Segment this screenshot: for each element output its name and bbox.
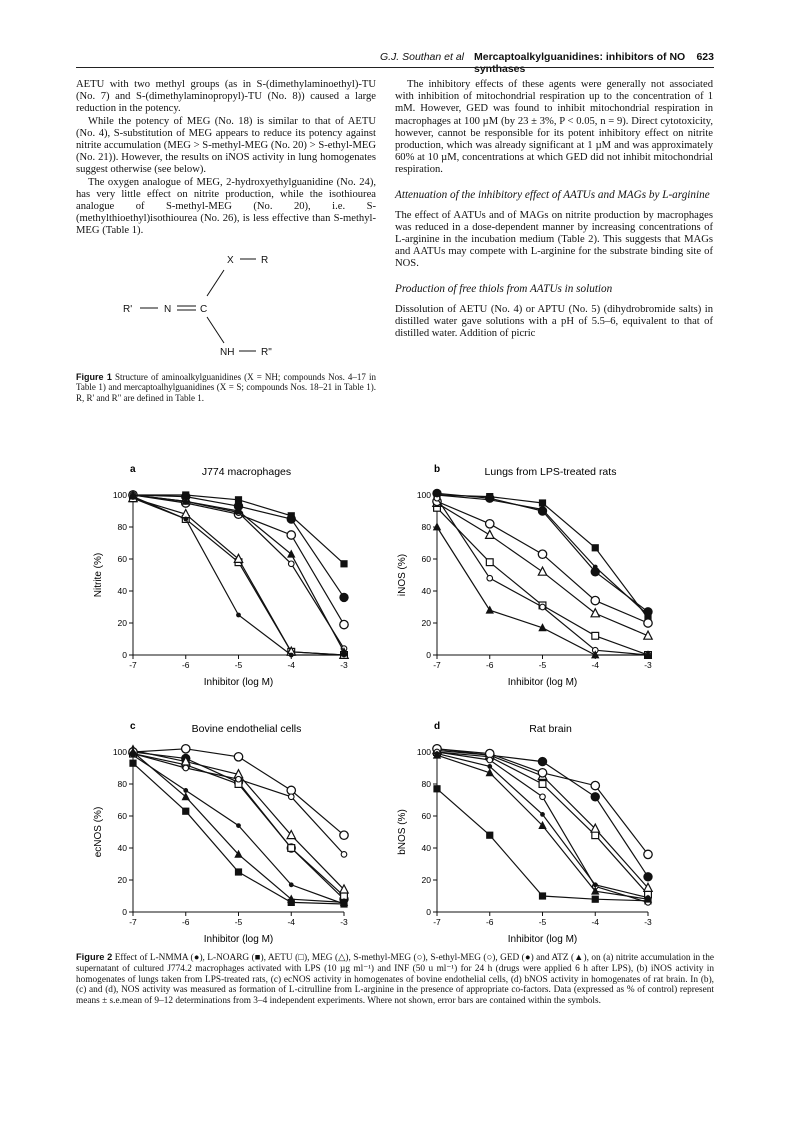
series-line-l-noarg (437, 789, 648, 901)
data-point-ged (646, 613, 651, 618)
figure-2-caption (76, 952, 714, 1007)
data-point-ged (540, 812, 545, 817)
data-point-ged (593, 565, 598, 570)
x-axis-label: Inhibitor (log M) (507, 934, 578, 945)
data-point-s-methyl-meg (538, 769, 546, 777)
data-point-ged (183, 517, 188, 522)
chart-title: J774 macrophages (201, 466, 292, 478)
section-heading-thiols: Production of free thiols from AATUs in solution (395, 282, 613, 295)
bond-c-nh (207, 317, 224, 343)
x-tick-label: -7 (433, 917, 441, 927)
data-point-ged (289, 653, 294, 658)
left-paragraph-1: AETU with two methyl groups (as in S-(dimethylaminoethyl)-TU (No. 7) and S-(dimethylaminopropyl)-TU (No. 8)) caused a large reduction in the potency. (76, 79, 376, 115)
section-heading-attenuation: Attenuation of the inhibitory effect of AATUs and MAGs by L-arginine (395, 188, 710, 201)
chart-title: Lungs from LPS-treated rats (484, 466, 617, 478)
figure-1-label: Figure 1 (76, 371, 112, 382)
series-aetu (130, 495, 348, 659)
series-meg (433, 746, 652, 892)
data-point-s-ethyl-meg (487, 575, 493, 581)
y-tick-label: 40 (117, 586, 127, 597)
data-point-s-methyl-meg (287, 786, 295, 794)
series-s-ethyl-meg (434, 495, 651, 657)
y-tick-label: 80 (421, 779, 431, 790)
structure-nh-label: NH (220, 346, 235, 358)
data-point-l-noarg (592, 896, 599, 903)
data-point-ged (540, 507, 545, 512)
right-paragraph-2: The effect of AATUs and of MAGs on nitrite production by macrophages was reduced in a dose-dependent manner by increasing concentrations of L-arginine in the incubation medium (Table 2). This suggests that MAGs and AATUs may compete with L-arginine for the substrate binding site of NOS. (395, 209, 713, 270)
structure-x-label: X (227, 254, 234, 266)
data-point-l-noarg (592, 544, 599, 551)
data-point-l-noarg (486, 832, 493, 839)
panel-letter: a (130, 464, 136, 475)
data-point-l-noarg (235, 868, 242, 875)
data-point-s-methyl-meg (287, 531, 295, 539)
data-point-s-ethyl-meg (288, 561, 294, 567)
right-column (395, 79, 713, 340)
data-point-l-nmma (538, 757, 546, 765)
y-tick-label: 100 (112, 747, 127, 758)
data-point-aetu (486, 559, 493, 566)
data-point-s-ethyl-meg (341, 852, 347, 858)
panel-letter: c (130, 721, 136, 732)
x-tick-label: -5 (538, 660, 547, 670)
y-tick-label: 80 (421, 522, 431, 533)
running-header (76, 51, 714, 75)
structure-c-label: C (200, 303, 208, 315)
left-paragraph-3: The oxygen analogue of MEG, 2-hydroxyethylguanidine (No. 24), has very little effect on nitrite production, while the isothiourea analogue of S-methyl-MEG (No. 20), i.e. S-(methylthioethyl)isothiourea (No. 26), is less effective than S-methyl-MEG (Table 1). (76, 176, 376, 237)
data-point-aetu (592, 832, 599, 839)
data-point-ged (487, 764, 492, 769)
left-paragraph-2: While the potency of MEG (No. 18) is similar to that of AETU (No. 4), S-substitution of MEG appears to reduce its potency against nitrite accumulation (MEG > S-methyl-MEG (No. 20) > S-ethyl-MEG (No. 21)). However, the results on iNOS activity in lung homogenates suggest otherwise (see below). (76, 115, 376, 176)
series-aetu (434, 504, 652, 658)
data-point-l-noarg (340, 560, 347, 567)
y-tick-label: 100 (416, 490, 431, 501)
x-tick-label: -6 (485, 660, 494, 670)
x-axis-label: Inhibitor (log M) (507, 677, 578, 688)
data-point-meg (538, 567, 546, 575)
y-tick-label: 80 (117, 779, 127, 790)
y-tick-label: 40 (421, 843, 431, 854)
y-axis-label: Nitrite (%) (93, 552, 104, 598)
data-point-s-methyl-meg (538, 550, 546, 558)
x-tick-label: -4 (287, 660, 296, 670)
y-axis-label: iNOS (%) (397, 553, 408, 597)
series-s-ethyl-meg (130, 751, 347, 857)
x-tick-label: -3 (644, 917, 652, 927)
data-point-s-ethyl-meg (540, 794, 546, 800)
data-point-s-methyl-meg (234, 753, 242, 761)
data-point-ged (236, 613, 241, 618)
x-tick-label: -7 (433, 660, 441, 670)
x-tick-label: -3 (340, 917, 348, 927)
series-line-ged (133, 497, 344, 655)
x-tick-label: -6 (181, 660, 190, 670)
data-point-l-noarg (288, 512, 295, 519)
data-point-atz (182, 792, 190, 800)
data-point-ged (236, 823, 241, 828)
structure-rdprime-label: R" (261, 346, 272, 358)
chart-title: Bovine endothelial cells (191, 723, 302, 735)
chart-panel-b (380, 458, 680, 690)
data-point-s-ethyl-meg (540, 604, 546, 610)
figure-1-text: Structure of aminoalkylguanidines (X = NH; compounds Nos. 4–17 in Table 1) and mercaptoalhylguanidines (X = S; compounds Nos. 18–21 in Table 1). R, R' and R" are defined in Table 1. (76, 371, 376, 403)
figure-1-caption (76, 372, 376, 404)
right-paragraph-3: Dissolution of AETU (No. 4) or APTU (No. 5) (dihydrobromide salts) in distilled water gave solutions with a pH of 5.5–6, equivalent to that of distilled water. Addition of picric (395, 303, 713, 340)
data-point-atz (433, 522, 441, 530)
data-point-meg (591, 609, 599, 617)
structure-r-label: R (261, 254, 269, 266)
header-rule (76, 67, 714, 68)
y-tick-label: 20 (117, 875, 127, 886)
y-tick-label: 100 (416, 747, 431, 758)
data-point-aetu (288, 845, 295, 852)
left-column (76, 79, 376, 403)
panel-letter: b (434, 464, 441, 475)
data-point-s-methyl-meg (486, 520, 494, 528)
x-tick-label: -4 (591, 660, 600, 670)
chart-title: Rat brain (529, 723, 572, 735)
x-tick-label: -7 (129, 660, 137, 670)
bond-c-x (207, 270, 224, 296)
y-tick-label: 60 (421, 554, 431, 565)
data-point-aetu (539, 781, 546, 788)
x-tick-label: -4 (287, 917, 296, 927)
y-tick-label: 40 (117, 843, 127, 854)
series-line-meg (133, 498, 344, 655)
data-point-s-ethyl-meg (183, 765, 189, 771)
structure-diagram (76, 246, 376, 366)
data-point-ged (183, 788, 188, 793)
data-point-l-nmma (644, 873, 652, 881)
data-point-ged (435, 493, 440, 498)
data-point-s-ethyl-meg (288, 794, 294, 800)
data-point-s-methyl-meg (486, 749, 494, 757)
x-tick-label: -6 (181, 917, 190, 927)
y-tick-label: 60 (117, 811, 127, 822)
y-tick-label: 40 (421, 586, 431, 597)
y-tick-label: 20 (421, 618, 431, 629)
data-point-l-noarg (433, 785, 440, 792)
header-running-title: Mercaptoalkylguanidines: inhibitors of NO synthases (474, 51, 686, 75)
chart-panel-c (76, 715, 376, 947)
x-tick-label: -6 (485, 917, 494, 927)
series-line-aetu (133, 498, 344, 655)
header-authors: G.J. Southan et al (379, 51, 464, 63)
y-tick-label: 0 (122, 650, 127, 661)
y-tick-label: 60 (117, 554, 127, 565)
data-point-l-noarg (129, 760, 136, 767)
data-point-ged (593, 882, 598, 887)
data-point-l-nmma (340, 593, 348, 601)
data-point-s-methyl-meg (340, 831, 348, 839)
data-point-s-methyl-meg (644, 850, 652, 858)
series-meg (433, 498, 652, 639)
chart-panel-d (380, 715, 680, 947)
data-point-s-ethyl-meg (487, 757, 493, 763)
data-point-s-methyl-meg (340, 620, 348, 628)
y-axis-label: bNOS (%) (397, 809, 408, 855)
y-tick-label: 100 (112, 490, 127, 501)
data-point-s-methyl-meg (591, 596, 599, 604)
data-point-ged (487, 497, 492, 502)
x-axis-label: Inhibitor (log M) (203, 677, 274, 688)
data-point-l-noarg (539, 499, 546, 506)
y-tick-label: 80 (117, 522, 127, 533)
panel-letter: d (434, 721, 441, 732)
right-paragraph-1: The inhibitory effects of these agents were generally not associated with inhibition of mitochondrial respiration up to the concentration of 1 mM. However, GED was found to inhibit mitochondrial respiration in macrophages at 100 µM (by 23 ± 3%, P < 0.05, n = 9). Direct cytotoxicity, however, cannot be responsible for its potent inhibitory effect on nitrite production, which was already significant at 1 µM and was approximately 60% at 10 µM, concentrations at which GED did not inhibit mitochondrial respiration. (395, 79, 713, 176)
y-tick-label: 0 (426, 650, 431, 661)
y-tick-label: 20 (421, 875, 431, 886)
data-point-ged (289, 882, 294, 887)
figure-2-label: Figure 2 (76, 952, 113, 962)
structure-n-label: N (164, 303, 172, 315)
x-tick-label: -3 (340, 660, 348, 670)
x-tick-label: -5 (234, 660, 243, 670)
data-point-s-methyl-meg (644, 619, 652, 627)
y-tick-label: 20 (117, 618, 127, 629)
data-point-atz (486, 606, 494, 614)
data-point-l-noarg (539, 892, 546, 899)
x-tick-label: -4 (591, 917, 600, 927)
x-tick-label: -3 (644, 660, 652, 670)
structure-svg (76, 246, 376, 366)
series-l-noarg (433, 785, 651, 904)
data-point-s-methyl-meg (182, 745, 190, 753)
series-line-aetu (437, 508, 648, 655)
data-point-s-methyl-meg (591, 781, 599, 789)
x-tick-label: -5 (234, 917, 243, 927)
data-point-l-nmma (591, 793, 599, 801)
data-point-atz (287, 895, 295, 903)
data-point-aetu (592, 632, 599, 639)
data-point-s-ethyl-meg (236, 776, 242, 782)
data-point-meg (486, 530, 494, 538)
structure-rprime-label: R' (123, 303, 133, 315)
x-tick-label: -7 (129, 917, 137, 927)
y-tick-label: 0 (122, 907, 127, 918)
data-point-atz (287, 550, 295, 558)
chart-panel-a (76, 458, 376, 690)
y-tick-label: 0 (426, 907, 431, 918)
data-point-l-noarg (235, 496, 242, 503)
y-axis-label: ecNOS (%) (93, 806, 104, 858)
x-axis-label: Inhibitor (log M) (203, 934, 274, 945)
y-tick-label: 60 (421, 811, 431, 822)
page-number: 623 (696, 51, 714, 63)
data-point-l-noarg (182, 808, 189, 815)
figure-2-text: Effect of L-NMMA (●), L-NOARG (■), AETU (□), MEG (△), S-methyl-MEG (○), S-ethyl-MEG (○), GED (●) and ATZ (▲), on (a) nitrite accumulation in the supernatant of cultured J774.2 macrophages activated with LPS (10 µg ml⁻¹) and INF (50 u ml⁻¹) for 24 h (drugs were applied 6 h after LPS), (b) iNOS activity in homogenates of lungs taken from LPS-treated rats, (c) ecNOS activity in homogenates of bovine endothelial cells, (d) bNOS activity in homogenates of rat brain. In (b), (c) and (d), NOS activity was measured as formation of L-citrulline from L-arginine in the presence of appropriate co-factors. Data (expressed as % of control) represent means ± s.e.mean of 9–12 determinations from 3–4 independent experiments. Where not shown, error bars are contained within the symbols. (76, 953, 714, 1007)
x-tick-label: -5 (538, 917, 547, 927)
